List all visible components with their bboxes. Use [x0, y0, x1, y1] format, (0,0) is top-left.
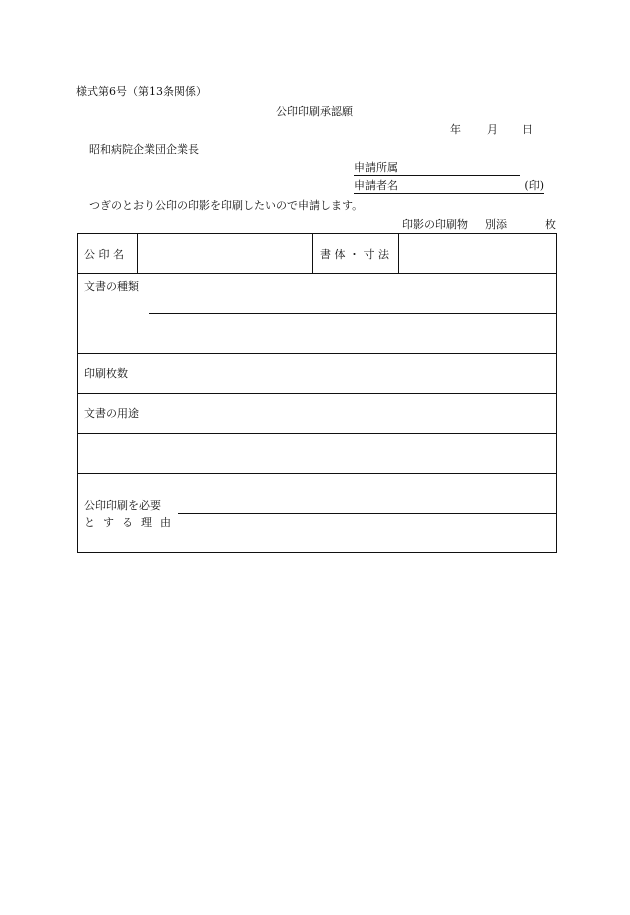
addressee: 昭和病院企業団企業長 [89, 143, 199, 156]
doc-type-label: 文書の種類 [84, 280, 139, 293]
applicant-affiliation-field[interactable] [354, 162, 520, 176]
date-day: 日 [522, 123, 533, 136]
reason-label-line2: とする理由 [84, 516, 179, 529]
font-size-label: 書 体 ・ 寸 法 [320, 248, 389, 261]
print-count-label: 印刷枚数 [84, 367, 128, 380]
divider [78, 473, 556, 474]
font-size-field[interactable] [399, 235, 556, 273]
seal-name-field[interactable] [138, 235, 312, 273]
applicant-name-field[interactable] [354, 180, 544, 194]
application-table [77, 233, 557, 553]
applicant-affiliation-label: 申請所属 [354, 161, 398, 174]
divider [78, 353, 556, 354]
reason-field[interactable] [178, 513, 556, 514]
seal-mark: (印) [524, 179, 544, 192]
applicant-name-label: 申請者名 [354, 179, 398, 192]
doc-type-field[interactable] [149, 313, 556, 314]
attachment-label: 印影の印刷物 [402, 218, 468, 231]
divider [78, 393, 556, 394]
date-month: 月 [487, 123, 498, 136]
divider [78, 273, 556, 274]
form-number: 様式第6号（第13条関係） [76, 85, 207, 98]
request-text: つぎのとおり公印の印影を印刷したいので申請します。 [89, 199, 364, 212]
attachment-attach: 別添 [485, 218, 507, 231]
divider [78, 433, 556, 434]
page-title: 公印印刷承認願 [276, 105, 353, 118]
reason-label-line1: 公印印刷を必要 [84, 499, 161, 512]
doc-use-label: 文書の用途 [84, 407, 139, 420]
date-year: 年 [450, 123, 461, 136]
attachment-unit: 枚 [545, 218, 556, 231]
seal-name-label: 公 印 名 [84, 248, 124, 261]
divider [312, 234, 313, 274]
